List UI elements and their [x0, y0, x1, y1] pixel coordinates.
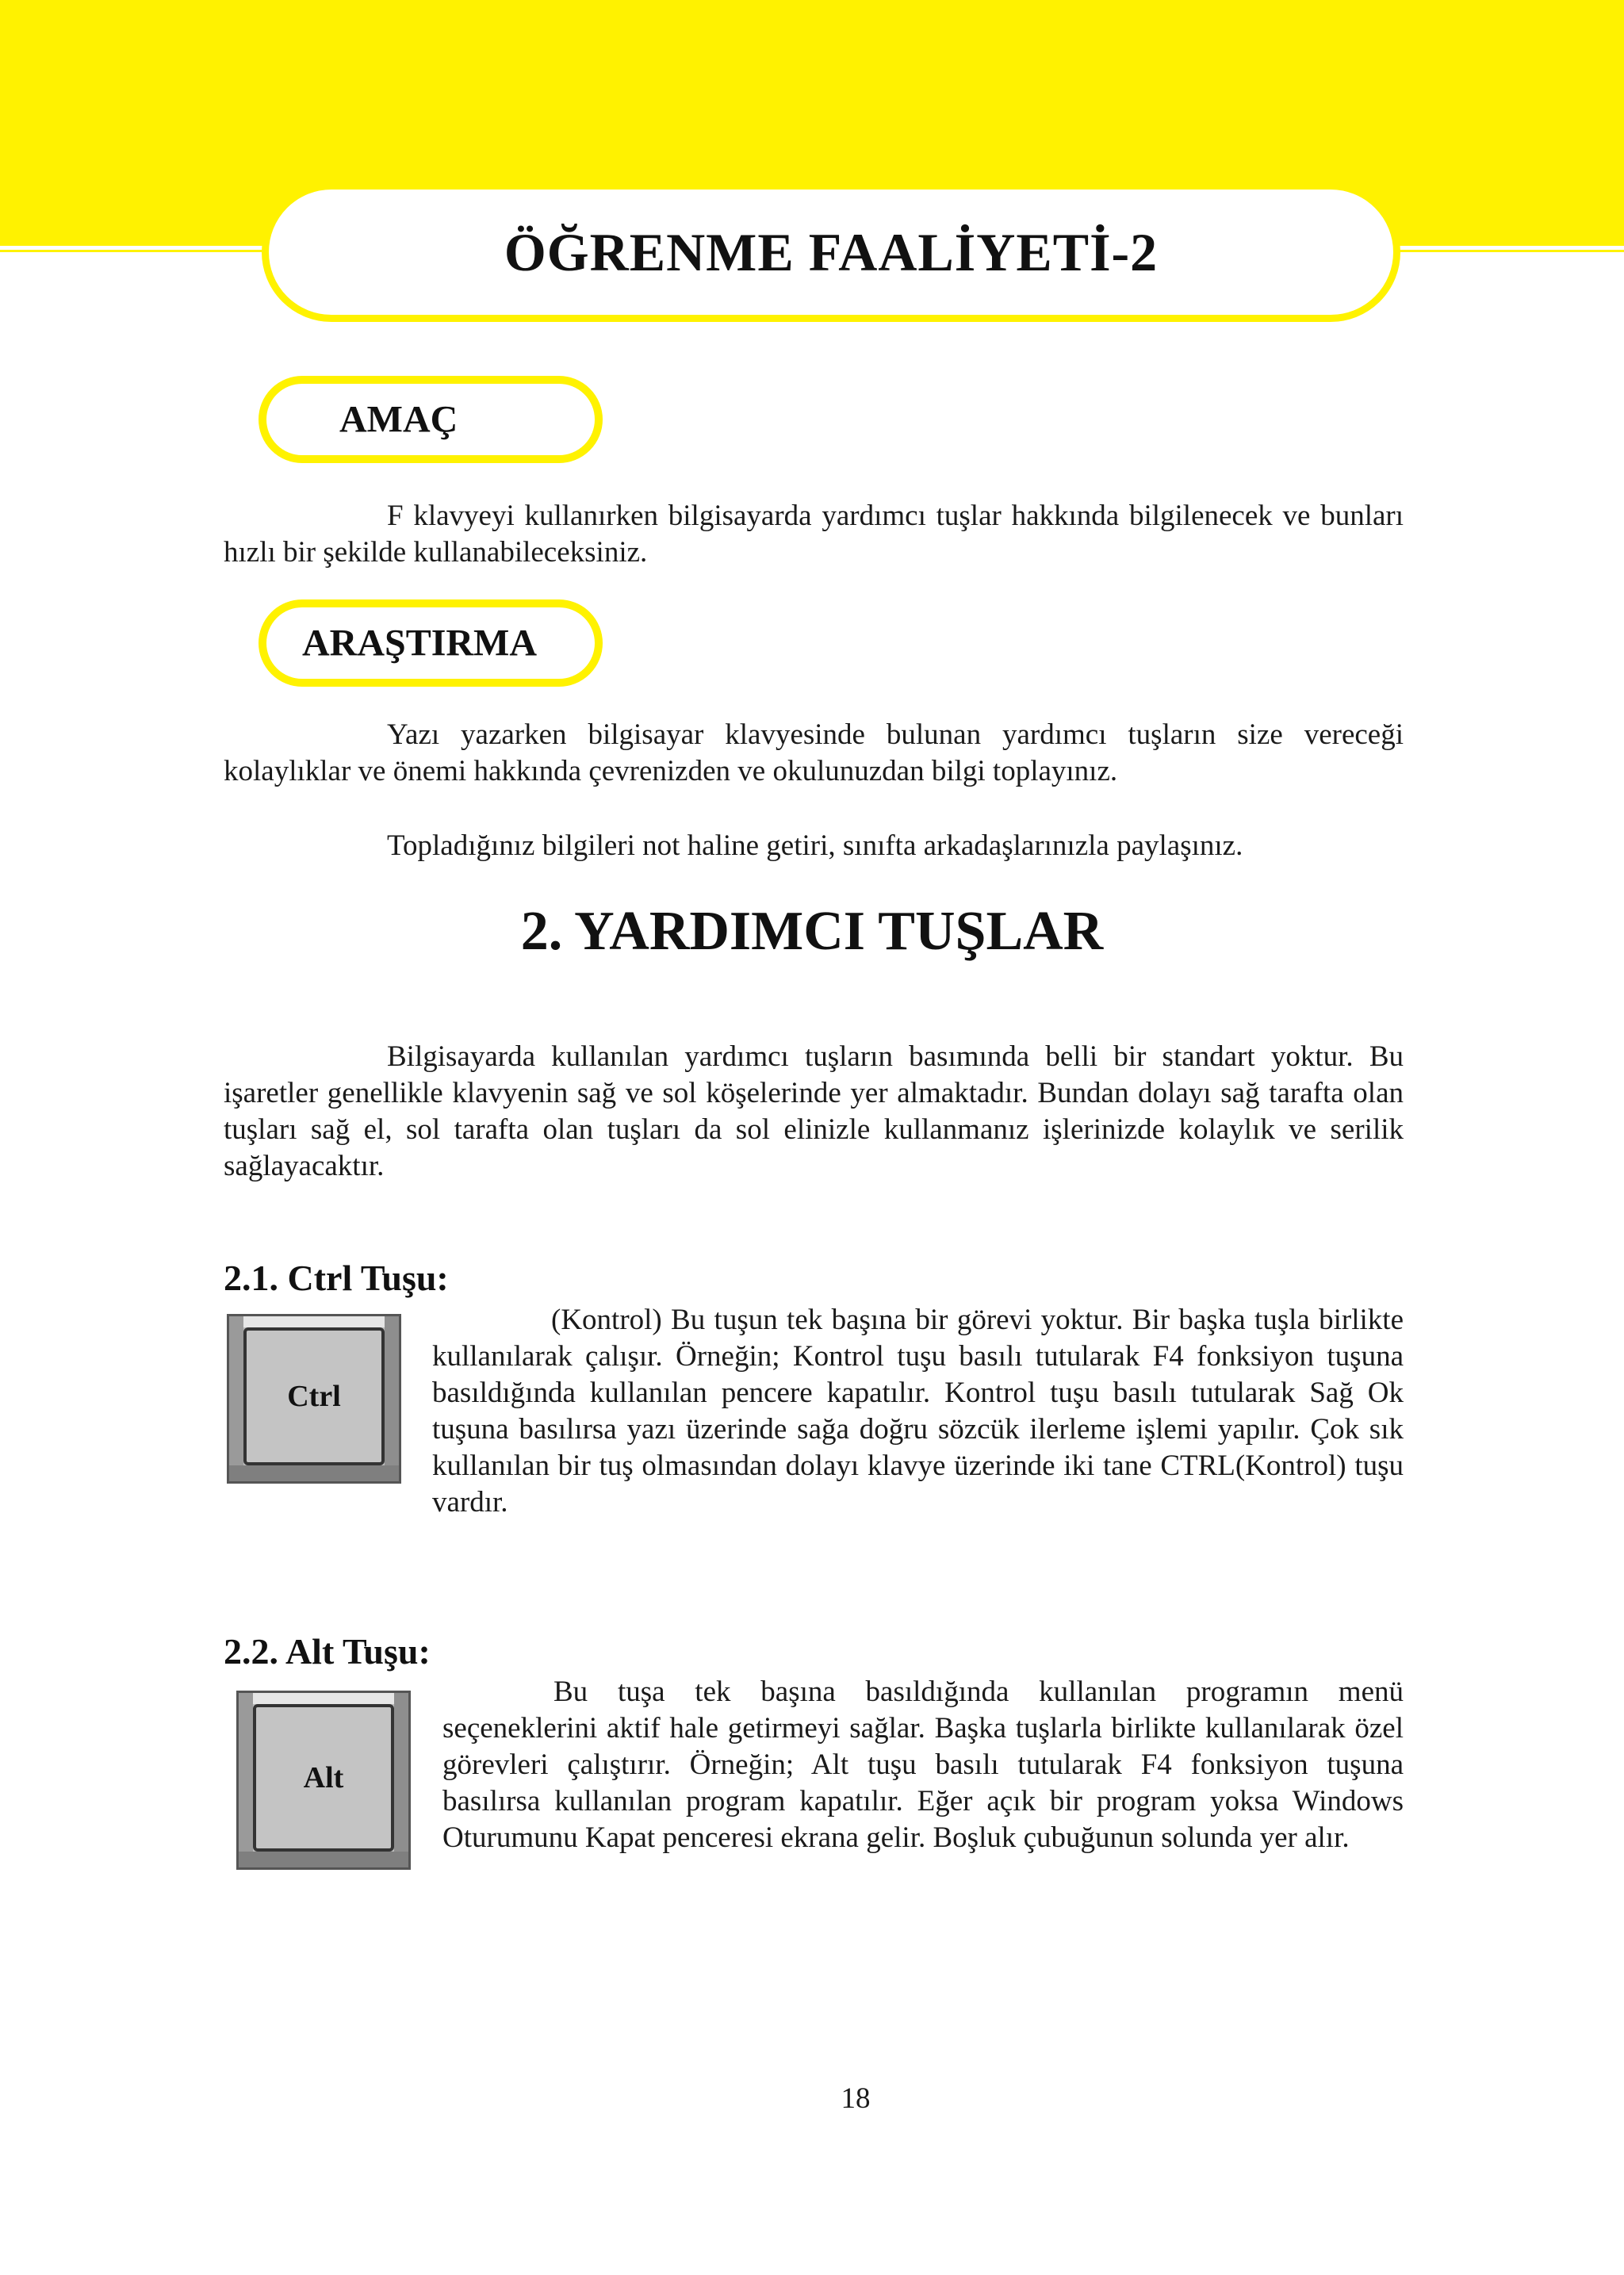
page-title: ÖĞRENME FAALİYETİ-2	[504, 221, 1159, 282]
amac-text: F klavyeyi kullanırken bilgisayarda yardımcı tuşlar hakkında bilgilenecek ve bunları hızlı bir şekilde kullanabileceksiniz.	[224, 500, 1404, 569]
header-line-right-lower	[1392, 257, 1624, 261]
section-heading: 2. YARDIMCI TUŞLAR	[520, 901, 1104, 962]
amac-label-box	[259, 376, 603, 463]
arastirma-text-1: Yazı yazarken bilgisayar klavyesinde bulunan yardımcı tuşların size vereceği kolaylıklar ve önemi hakkında çevrenizden ve okulunuzdan bilgi toplayınız.	[224, 718, 1404, 787]
arastirma-text-2: Topladığınız bilgileri not haline getiri, sınıfta arkadaşlarınızla paylaşınız.	[387, 829, 1243, 862]
title-banner	[262, 182, 1400, 322]
header-line-left-lower	[0, 257, 270, 261]
alt-heading: 2.2. Alt Tuşu:	[224, 1631, 431, 1672]
header-line-left	[0, 246, 270, 250]
arastirma-label: ARAŞTIRMA	[302, 622, 538, 664]
ctrl-key-label: Ctrl	[287, 1380, 341, 1413]
page-number: 18	[841, 2082, 871, 2115]
arastirma-label-box	[259, 599, 603, 687]
amac-label: AMAÇ	[339, 398, 458, 441]
ctrl-key-face	[243, 1327, 385, 1465]
alt-key-image	[236, 1691, 411, 1870]
ctrl-key-image	[227, 1314, 401, 1484]
section-intro-text: Bilgisayarda kullanılan yardımcı tuşların basımında belli bir standart yoktur. Bu işaretler genellikle klavyenin sağ ve sol köşelerinde yer almaktadır. Bundan dolayı sağ tarafta olan tuşları sağ el, sol tarafta olan tuşları da sol elinizle kullanmanız işlerinizde kolaylık ve serilik sağlayacaktır.	[224, 1040, 1404, 1182]
alt-text: Bu tuşa tek başına basıldığında kullanılan programın menü seçeneklerini aktif hale getirmeyi sağlar. Başka tuşlarla birlikte kullanılarak özel görevleri çalıştırır. Örneğin; Alt tuşu basılı tutularak F4 fonksiyon tuşuna basılırsa kullanılan program kapatılır. Eğer açık bir program yoksa Windows Oturumunu Kapat penceresi ekrana gelir. Boşluk çubuğunun solunda yer alır.	[442, 1676, 1404, 1854]
ctrl-text: (Kontrol) Bu tuşun tek başına bir görevi yoktur. Bir başka tuşla birlikte kullanılarak çalışır. Örneğin; Kontrol tuşu basılı tutularak F4 fonksiyon tuşuna basıldığında kullanılan pencere kapatılır. Kontrol tuşu basılı tutularak Sağ Ok tuşuna basılırsa yazı üzerinde sağa doğru sözcük ilerleme işlemi yapılır. Çok sık kullanılan bir tuş olmasından dolayı klavye üzerinde iki tane CTRL(Kontrol) tuşu vardır.	[432, 1304, 1404, 1519]
alt-key-face	[253, 1704, 394, 1852]
header-line-right	[1392, 246, 1624, 250]
ctrl-heading: 2.1. Ctrl Tuşu:	[224, 1258, 449, 1298]
alt-key-label: Alt	[303, 1761, 344, 1794]
